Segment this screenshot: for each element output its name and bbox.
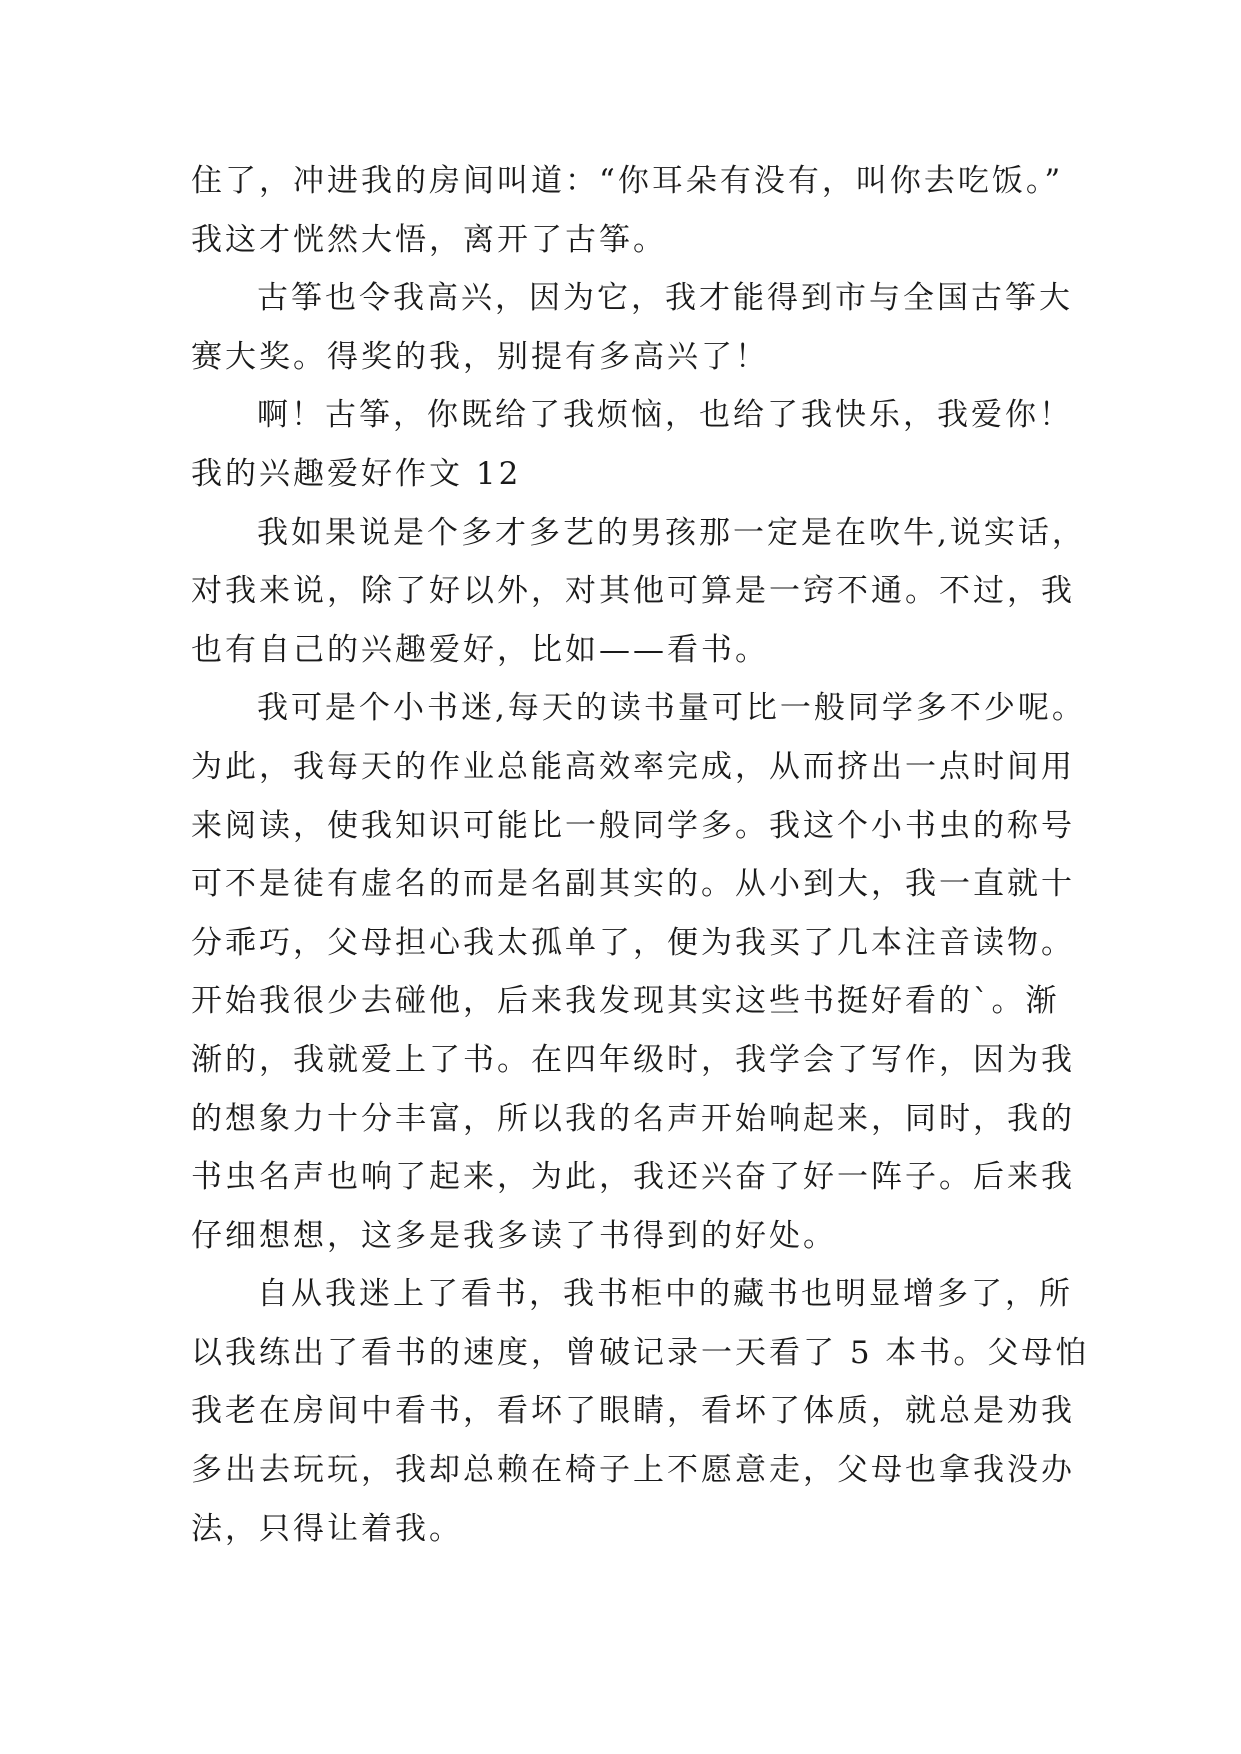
text-line: 法，只得让着我。 <box>191 1510 463 1547</box>
text-line: 仔细想想，这多是我多读了书得到的好处。 <box>191 1217 837 1254</box>
document-body <box>191 152 1090 1558</box>
text-line: 也有自己的兴趣爱好，比如——看书。 <box>191 631 769 668</box>
text-line: 为此，我每天的作业总能高效率完成，从而挤出一点时间用 <box>191 748 1075 785</box>
paragraph-start-line: 啊！古筝，你既给了我烦恼，也给了我快乐，我爱你！ <box>257 397 1073 434</box>
text-line: 书虫名声也响了起来，为此，我还兴奋了好一阵子。后来我 <box>191 1159 1075 1196</box>
text-line: 赛大奖。得奖的我，别提有多高兴了！ <box>191 338 769 375</box>
paragraph-start-line: 我可是个小书迷,每天的读书量可比一般同学多不少呢。 <box>257 690 1086 727</box>
text-line: 对我来说，除了好以外，对其他可算是一窍不通。不过，我 <box>191 573 1075 610</box>
paragraph-start-line: 古筝也令我高兴，因为它，我才能得到市与全国古筝大 <box>257 280 1073 317</box>
text-line: 的想象力十分丰富，所以我的名声开始响起来，同时，我的 <box>191 1100 1075 1137</box>
text-line: 可不是徒有虚名的而是名副其实的。从小到大，我一直就十 <box>191 866 1075 903</box>
text-line: 以我练出了看书的速度，曾破记录一天看了 5 本书。父母怕 <box>191 1334 1090 1371</box>
text-line: 多出去玩玩，我却总赖在椅子上不愿意走，父母也拿我没办 <box>191 1452 1075 1489</box>
text-line: 来阅读，使我知识可能比一般同学多。我这个小书虫的称号 <box>191 807 1075 844</box>
text-line: 渐的，我就爱上了书。在四年级时，我学会了写作，因为我 <box>191 1041 1075 1078</box>
section-heading: 我的兴趣爱好作文 12 <box>191 455 522 492</box>
text-line: 我老在房间中看书，看坏了眼睛，看坏了体质，就总是劝我 <box>191 1393 1075 1430</box>
text-line: 住了，冲进我的房间叫道：“你耳朵有没有，叫你去吃饭。” <box>191 163 1064 199</box>
paragraph-start-line: 我如果说是个多才多艺的男孩那一定是在吹牛,说实话， <box>257 514 1086 551</box>
text-line: 我这才恍然大悟，离开了古筝。 <box>191 221 667 258</box>
text-line: 开始我很少去碰他，后来我发现其实这些书挺好看的`。渐 <box>191 983 1060 1020</box>
paragraph-start-line: 自从我迷上了看书，我书柜中的藏书也明显增多了，所 <box>257 1276 1073 1313</box>
text-line: 分乖巧，父母担心我太孤单了，便为我买了几本注音读物。 <box>191 924 1075 961</box>
